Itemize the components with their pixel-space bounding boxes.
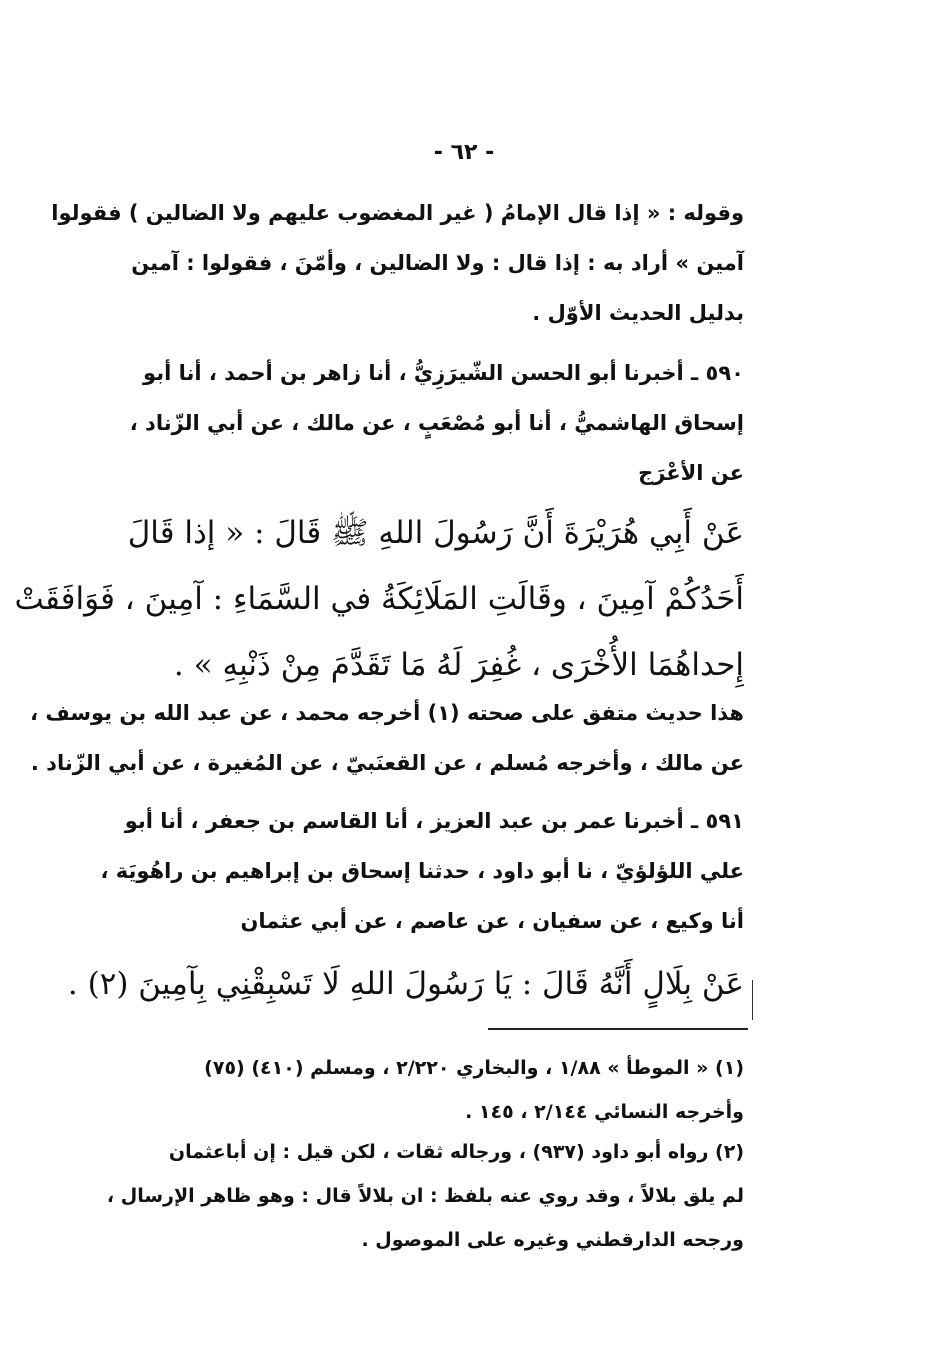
footnote-divider <box>488 1028 748 1030</box>
hadith-591-matn <box>67 951 744 1017</box>
text-line: علي اللؤلؤيّ ، نا أبو داود ، حدثنا إسحاق بن إبراهيم بن راهُويَة ، <box>100 859 744 883</box>
footnote-line: ورجحه الدارقطني وغيره على الموصول . <box>361 1229 744 1251</box>
margin-rule <box>752 980 753 1020</box>
takhrij-paragraph <box>30 688 744 788</box>
hadith-line: إِحداهُمَا الأُخْرَى ، غُفِرَ لَهُ مَا تَقَدَّمَ مِنْ ذَنْبِهِ » . <box>173 647 744 683</box>
hadith-590-isnad <box>96 348 744 498</box>
page-number: - ٦٢ - <box>433 140 495 165</box>
footnote-line: (٢) رواه أبو داود (٩٣٧) ، ورجاله ثقات ، لكن قيل : إن أباعثمان <box>168 1141 744 1163</box>
hadith-line: عَنْ بِلَالٍ أَنَّهُ قَالَ : يَا رَسُولَ اللهِ لَا تَسْبِقْنِي بِآمِينَ (٢) . <box>67 966 744 1002</box>
text-line: وقوله : « إذا قال الإمامُ ( غير المغضوب عليهم ولا الضالين ) فقولوا <box>51 201 744 225</box>
hadith-line: أَحَدُكُمْ آمِينَ ، وقَالَتِ المَلَائِكَةُ في السَّمَاءِ : آمِينَ ، فَوَافَقَتْ <box>14 581 744 617</box>
text-line: عن الأعْرَج <box>638 461 744 485</box>
hadith-line: عَنْ أَبِي هُرَيْرَةَ أَنَّ رَسُولَ اللهِ ﷺ قَالَ : « إذا قَالَ <box>127 515 744 551</box>
text-line: عن مالك ، وأخرجه مُسلم ، عن القعنَبيّ ، عن المُغيرة ، عن أبي الزّناد . <box>30 751 744 775</box>
text-line: آمين » أراد به : إذا قال : ولا الضالين ، وأمّنَ ، فقولوا : آمين <box>131 251 744 275</box>
text-line: أنا وكيع ، عن سفيان ، عن عاصم ، عن أبي عثمان <box>240 909 744 933</box>
footnote-line: (١) « الموطأ » ١/٨٨ ، والبخاري ٢/٢٢٠ ، ومسلم (٤١٠) (٧٥) <box>204 1057 744 1079</box>
text-line: ٥٩١ ـ أخبرنا عمر بن عبد العزيز ، أنا القاسم بن جعفر ، أنا أبو <box>124 809 744 833</box>
text-line: ٥٩٠ ـ أخبرنا أبو الحسن الشّيرَزِيُّ ، أنا زاهر بن أحمد ، أنا أبو <box>143 361 744 385</box>
footnote-line: لم يلق بلالاً ، وقد روي عنه بلفظ : ان بلالاً قال : وهو ظاهر الإرسال ، <box>106 1185 744 1207</box>
text-line: إسحاق الهاشميُّ ، أنا أبو مُصْعَبٍ ، عن مالك ، عن أبي الزّناد ، <box>129 411 744 435</box>
text-line: بدليل الحديث الأوّل . <box>532 301 744 325</box>
hadith-591-isnad <box>96 796 744 946</box>
footnote-line: وأخرجه النسائي ٢/١٤٤ ، ١٤٥ . <box>465 1101 744 1123</box>
footnote-2 <box>96 1130 744 1262</box>
hadith-590-matn <box>14 500 744 698</box>
footnote-1 <box>96 1046 744 1134</box>
text-line: هذا حديث متفق على صحته (١) أخرجه محمد ، عن عبد الله بن يوسف ، <box>30 701 744 725</box>
intro-paragraph <box>51 188 744 338</box>
